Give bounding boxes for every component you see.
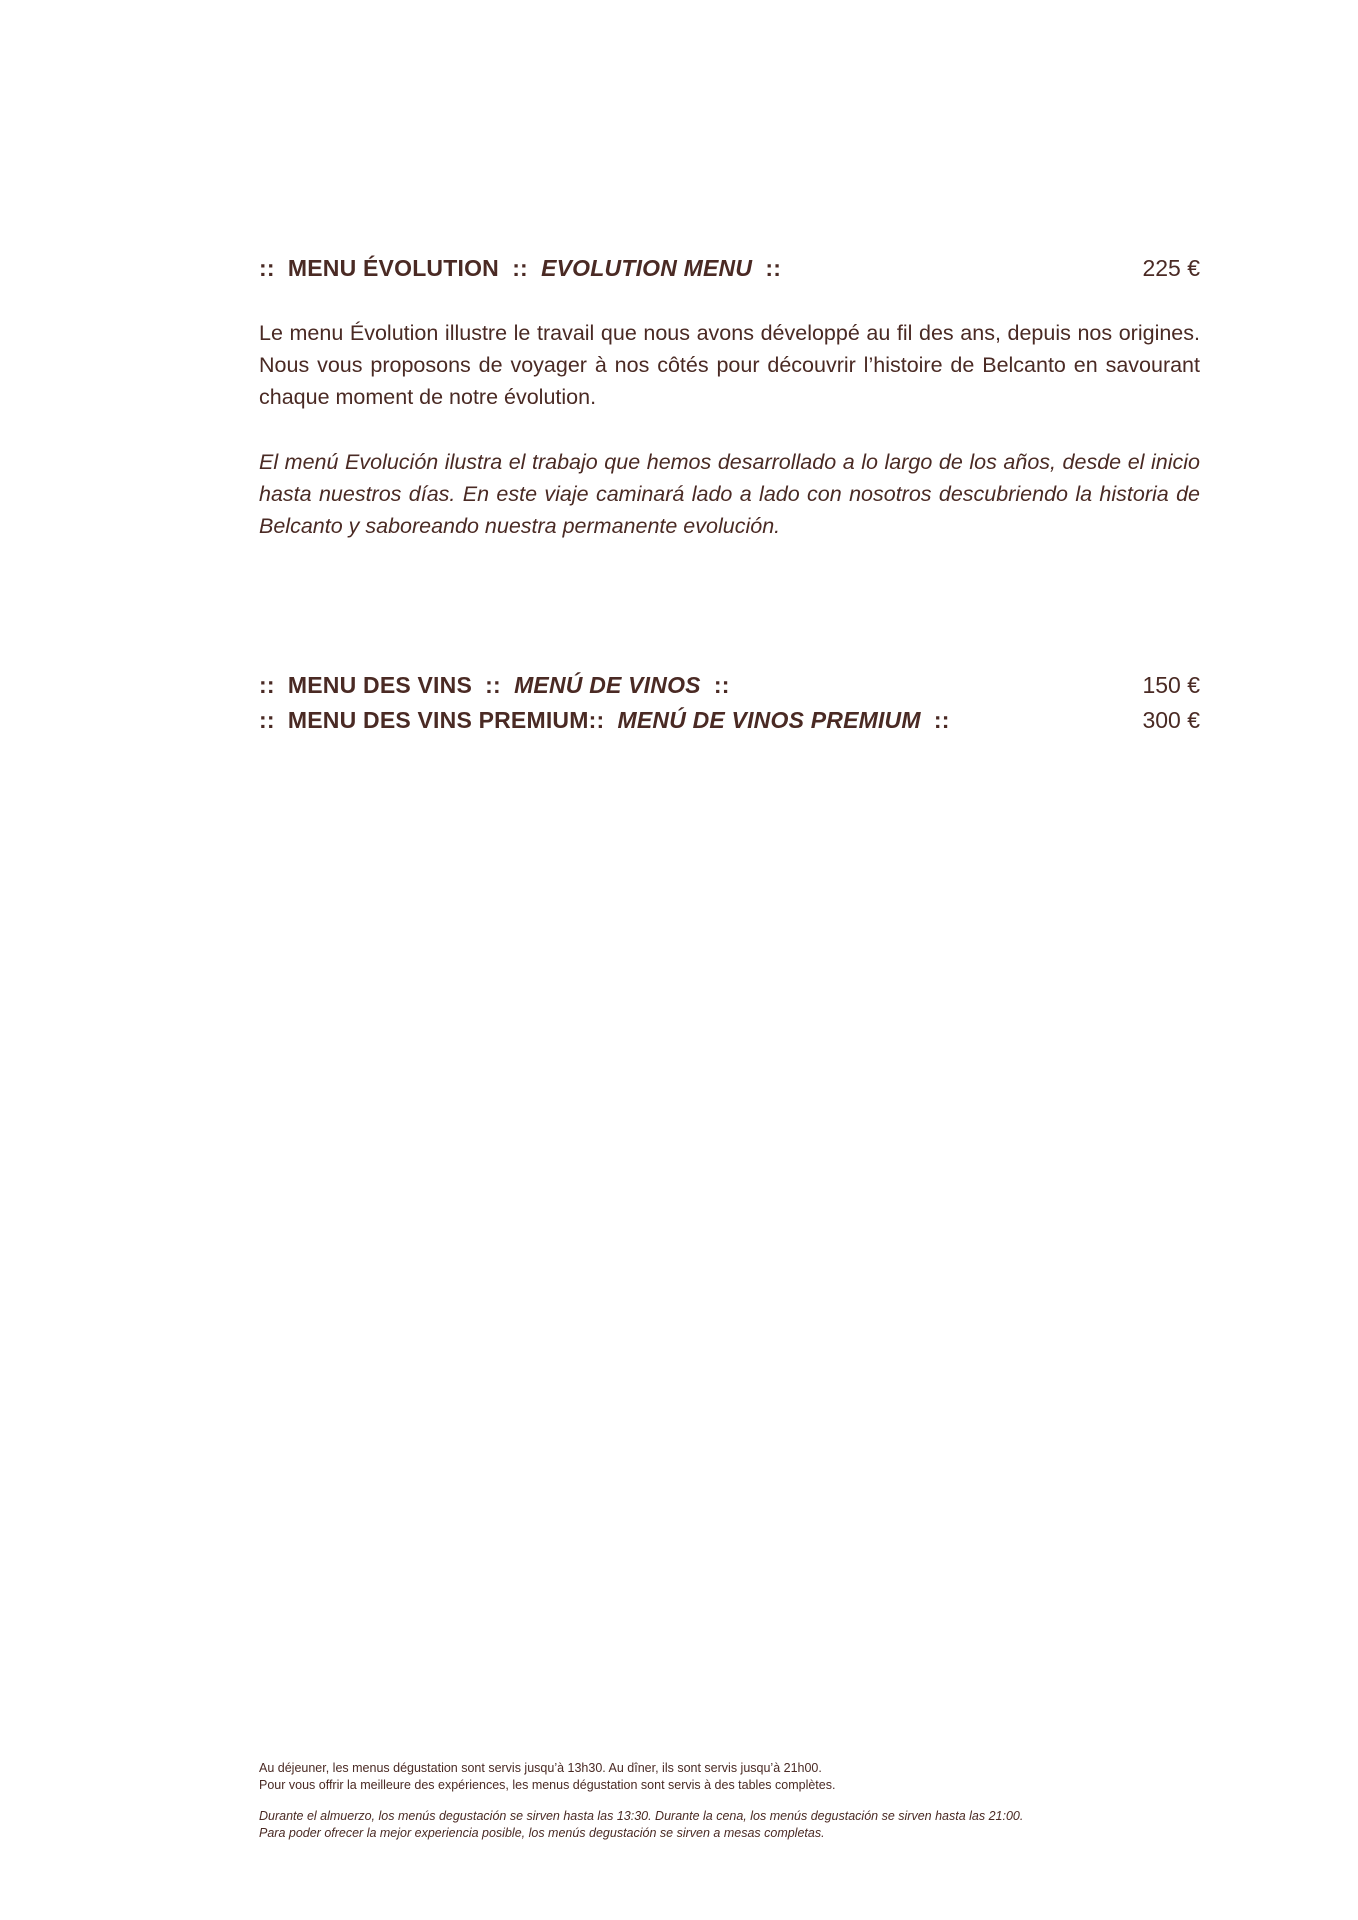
wine-price: 150 € xyxy=(1142,672,1200,698)
menu-page xyxy=(259,0,1200,1920)
premium-wine-title-es: MENÚ DE VINOS PREMIUM xyxy=(617,707,921,733)
evolution-description-fr: Le menu Évolution illustre le travail que nous avons développé au fil des ans, depuis nos origines. Nous vous proposons de voyager à nos côtés pour découvrir l’histoire de Belcanto en savourant chaque moment de notre évolution. xyxy=(259,321,1200,409)
evolution-title-es: EVOLUTION MENU xyxy=(541,255,753,281)
separator: :: xyxy=(259,255,275,281)
separator: :: xyxy=(713,672,730,698)
wine-title-fr: MENU DES VINS xyxy=(287,672,472,698)
footer-es-line: Para poder ofrecer la mejor experiencia posible, los menús degustación se sirven a mesas completas. xyxy=(259,1826,825,1840)
evolution-price: 225 € xyxy=(1142,255,1200,281)
wine-menu-title xyxy=(259,671,730,699)
premium-wine-menu-header xyxy=(259,706,1200,734)
separator: :: xyxy=(933,707,950,733)
premium-wine-menu-title xyxy=(259,706,950,734)
separator: :: xyxy=(765,255,782,281)
separator: :: xyxy=(512,255,528,281)
wine-title-es: MENÚ DE VINOS xyxy=(514,672,701,698)
evolution-menu-title xyxy=(259,254,781,282)
separator: :: xyxy=(259,672,275,698)
wine-menu-header xyxy=(259,671,1200,699)
footer-fr-line: Au déjeuner, les menus dégustation sont servis jusqu’à 13h30. Au dîner, ils sont servis jusqu’à 21h00. xyxy=(259,1761,822,1775)
footer-note-fr xyxy=(259,1760,1200,1794)
separator: :: xyxy=(485,672,501,698)
evolution-menu-header xyxy=(259,254,1200,282)
evolution-description-es: El menú Evolución ilustra el trabajo que hemos desarrollado a lo largo de los años, desde el inicio hasta nuestros días. En este viaje caminará lado a lado con nosotros descubriendo la historia de Belcanto y saboreando nuestra permanente evolución. xyxy=(259,450,1200,538)
evolution-title-fr: MENU ÉVOLUTION xyxy=(287,255,499,281)
premium-wine-price: 300 € xyxy=(1142,707,1200,733)
premium-wine-title-fr: MENU DES VINS PREMIUM:: xyxy=(287,707,605,733)
footer-note-es xyxy=(259,1808,1200,1842)
footer-es-line: Durante el almuerzo, los menús degustación se sirven hasta las 13:30. Durante la cena, los menús degustación se sirven hasta las 21:00. xyxy=(259,1809,1024,1823)
separator: :: xyxy=(259,707,275,733)
footer-fr-line: Pour vous offrir la meilleure des expériences, les menus dégustation sont servis à des tables complètes. xyxy=(259,1778,836,1792)
